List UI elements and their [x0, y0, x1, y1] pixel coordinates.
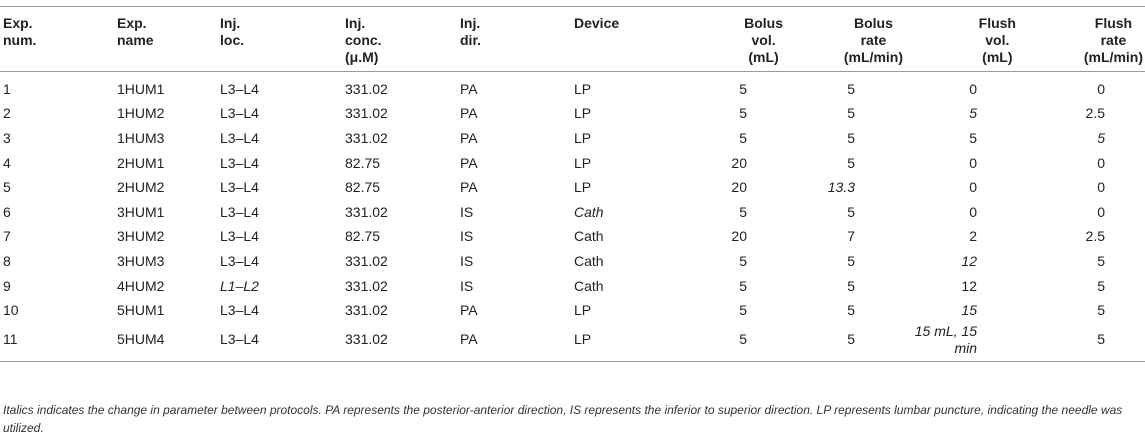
cell-inj-dir: PA	[460, 154, 478, 171]
cell-flush-rate: 5	[1097, 277, 1105, 294]
cell-exp-num: 2	[3, 105, 11, 122]
cell-inj-loc: L3–L4	[220, 252, 259, 269]
cell-flush-vol: 2	[969, 228, 977, 245]
table-header-row	[0, 7, 1145, 72]
cell-bolus-rate: 13.3	[827, 179, 855, 196]
cell-inj-dir: PA	[460, 80, 478, 97]
cell-flush-vol: 5	[969, 129, 977, 146]
cell-device: LP	[574, 80, 592, 97]
cell-flush-rate: 2.5	[1085, 228, 1105, 245]
cell-device: Cath	[574, 203, 604, 220]
table-row	[0, 298, 1145, 323]
cell-inj-dir: IS	[460, 277, 474, 294]
cell-flush-rate: 5	[1097, 252, 1105, 269]
cell-bolus-vol: 20	[731, 228, 747, 245]
header-exp-name: Exp. name	[117, 7, 220, 72]
table-row	[0, 102, 1145, 127]
table-row	[0, 72, 1145, 102]
cell-inj-conc: 82.75	[345, 179, 381, 196]
cell-device: Cath	[574, 252, 604, 269]
table-row	[0, 225, 1145, 250]
cell-inj-loc: L3–L4	[220, 154, 259, 171]
header-bolus-rate: Bolus rate (mL/min)	[783, 7, 903, 72]
cell-inj-loc: L3–L4	[220, 203, 259, 220]
cell-device: Cath	[574, 228, 604, 245]
header-inj-dir: Inj. dir.	[460, 7, 574, 72]
cell-inj-conc: 331.02	[345, 105, 388, 122]
cell-flush-vol: 15	[961, 302, 977, 319]
cell-inj-conc: 331.02	[345, 203, 388, 220]
cell-flush-rate: 0	[1097, 179, 1105, 196]
cell-bolus-rate: 5	[847, 252, 855, 269]
cell-bolus-vol: 5	[739, 252, 747, 269]
experiment-parameters-table	[0, 6, 1145, 362]
cell-bolus-vol: 5	[739, 277, 747, 294]
header-flush-rate: Flush rate (mL/min)	[1016, 7, 1145, 72]
cell-bolus-vol: 5	[676, 323, 783, 362]
table-row	[0, 126, 1145, 151]
cell-bolus-vol: 5	[739, 203, 747, 220]
cell-flush-rate: 0	[1097, 203, 1105, 220]
cell-exp-num: 8	[3, 252, 11, 269]
cell-exp-name: 4HUM2	[117, 277, 165, 294]
table-row	[0, 200, 1145, 225]
cell-flush-vol: 0	[969, 179, 977, 196]
cell-device: LP	[574, 323, 676, 362]
cell-bolus-vol: 5	[739, 105, 747, 122]
cell-exp-name: 3HUM1	[117, 203, 165, 220]
cell-bolus-vol: 20	[731, 154, 747, 171]
cell-bolus-rate: 5	[847, 80, 855, 97]
cell-exp-num: 5	[3, 179, 11, 196]
cell-flush-vol: 15 mL, 15 min	[903, 323, 1016, 362]
cell-device: LP	[574, 302, 592, 319]
cell-exp-num: 6	[3, 203, 11, 220]
cell-flush-vol: 0	[969, 80, 977, 97]
cell-bolus-vol: 5	[739, 129, 747, 146]
cell-inj-dir: PA	[460, 105, 478, 122]
header-flush-vol: Flush vol. (mL)	[903, 7, 1016, 72]
table-row	[0, 274, 1145, 299]
cell-bolus-vol: 20	[731, 179, 747, 196]
cell-inj-conc: 331.02	[345, 302, 388, 319]
cell-flush-rate: 2.5	[1085, 105, 1105, 122]
cell-exp-name: 1HUM2	[117, 105, 165, 122]
cell-exp-num: 10	[3, 302, 19, 319]
cell-bolus-rate: 7	[847, 228, 855, 245]
cell-bolus-rate: 5	[783, 323, 903, 362]
cell-flush-vol: 0	[969, 203, 977, 220]
cell-flush-rate: 5	[1016, 323, 1145, 362]
header-bolus-vol: Bolus vol. (mL)	[676, 7, 783, 72]
cell-inj-loc: L3–L4	[220, 105, 259, 122]
table-body	[0, 72, 1145, 362]
cell-inj-dir: PA	[460, 129, 478, 146]
cell-inj-loc: L3–L4	[220, 302, 259, 319]
cell-inj-conc: 82.75	[345, 228, 381, 245]
cell-exp-name: 5HUM4	[117, 323, 220, 362]
cell-inj-dir: IS	[460, 252, 474, 269]
cell-bolus-rate: 5	[847, 105, 855, 122]
cell-device: LP	[574, 179, 592, 196]
cell-inj-loc: L3–L4	[220, 129, 259, 146]
cell-exp-name: 1HUM3	[117, 129, 165, 146]
header-inj-loc: Inj. loc.	[220, 7, 345, 72]
cell-bolus-rate: 5	[847, 277, 855, 294]
cell-inj-loc: L3–L4	[220, 323, 345, 362]
cell-exp-name: 1HUM1	[117, 80, 165, 97]
cell-inj-conc: 331.02	[345, 323, 460, 362]
cell-exp-name: 2HUM1	[117, 154, 165, 171]
cell-flush-rate: 0	[1097, 80, 1105, 97]
cell-inj-conc: 331.02	[345, 129, 388, 146]
cell-exp-num: 7	[3, 228, 11, 245]
cell-exp-name: 2HUM2	[117, 179, 165, 196]
header-device: Device	[574, 7, 676, 72]
cell-flush-rate: 5	[1097, 129, 1105, 146]
cell-flush-vol: 5	[969, 105, 977, 122]
cell-bolus-rate: 5	[847, 154, 855, 171]
cell-inj-conc: 331.02	[345, 80, 388, 97]
cell-flush-vol: 0	[969, 154, 977, 171]
cell-bolus-rate: 5	[847, 203, 855, 220]
cell-inj-loc: L3–L4	[220, 228, 259, 245]
cell-exp-name: 5HUM1	[117, 302, 165, 319]
cell-inj-dir: IS	[460, 203, 474, 220]
header-inj-conc: Inj. conc. (μ.M)	[345, 7, 460, 72]
table-row	[0, 249, 1145, 274]
cell-exp-num: 4	[3, 154, 11, 171]
cell-inj-dir: PA	[460, 323, 574, 362]
cell-exp-num: 3	[3, 129, 11, 146]
cell-bolus-rate: 5	[847, 302, 855, 319]
cell-bolus-vol: 5	[739, 302, 747, 319]
cell-exp-num: 9	[3, 277, 11, 294]
header-exp-num: Exp. num.	[0, 7, 117, 72]
cell-inj-conc: 331.02	[345, 252, 388, 269]
cell-exp-num: 1	[3, 80, 11, 97]
cell-inj-loc: L3–L4	[220, 80, 259, 97]
cell-inj-loc: L3–L4	[220, 179, 259, 196]
cell-bolus-rate: 5	[847, 129, 855, 146]
cell-device: LP	[574, 105, 592, 122]
cell-exp-name: 3HUM2	[117, 228, 165, 245]
cell-device: Cath	[574, 277, 604, 294]
cell-inj-dir: PA	[460, 302, 478, 319]
cell-inj-dir: PA	[460, 179, 478, 196]
cell-flush-vol: 12	[961, 252, 977, 269]
cell-flush-rate: 0	[1097, 154, 1105, 171]
cell-device: LP	[574, 129, 592, 146]
cell-flush-vol: 12	[961, 277, 977, 294]
table-row	[0, 151, 1145, 176]
cell-device: LP	[574, 154, 592, 171]
table-row	[0, 175, 1145, 200]
cell-inj-conc: 331.02	[345, 277, 388, 294]
table-footnote: Italics indicates the change in parameter between protocols. PA represents the posterior-anterior direction, IS represents the inferior to superior direction. LP represents lumbar puncture, indicating the needle was utilized.	[3, 403, 1123, 435]
cell-exp-name: 3HUM3	[117, 252, 165, 269]
table-row	[0, 323, 1145, 362]
cell-inj-conc: 82.75	[345, 154, 381, 171]
cell-inj-loc: L1–L2	[220, 277, 259, 294]
cell-exp-num: 11	[0, 323, 117, 362]
cell-bolus-vol: 5	[739, 80, 747, 97]
cell-inj-dir: IS	[460, 228, 474, 245]
cell-flush-rate: 5	[1097, 302, 1105, 319]
